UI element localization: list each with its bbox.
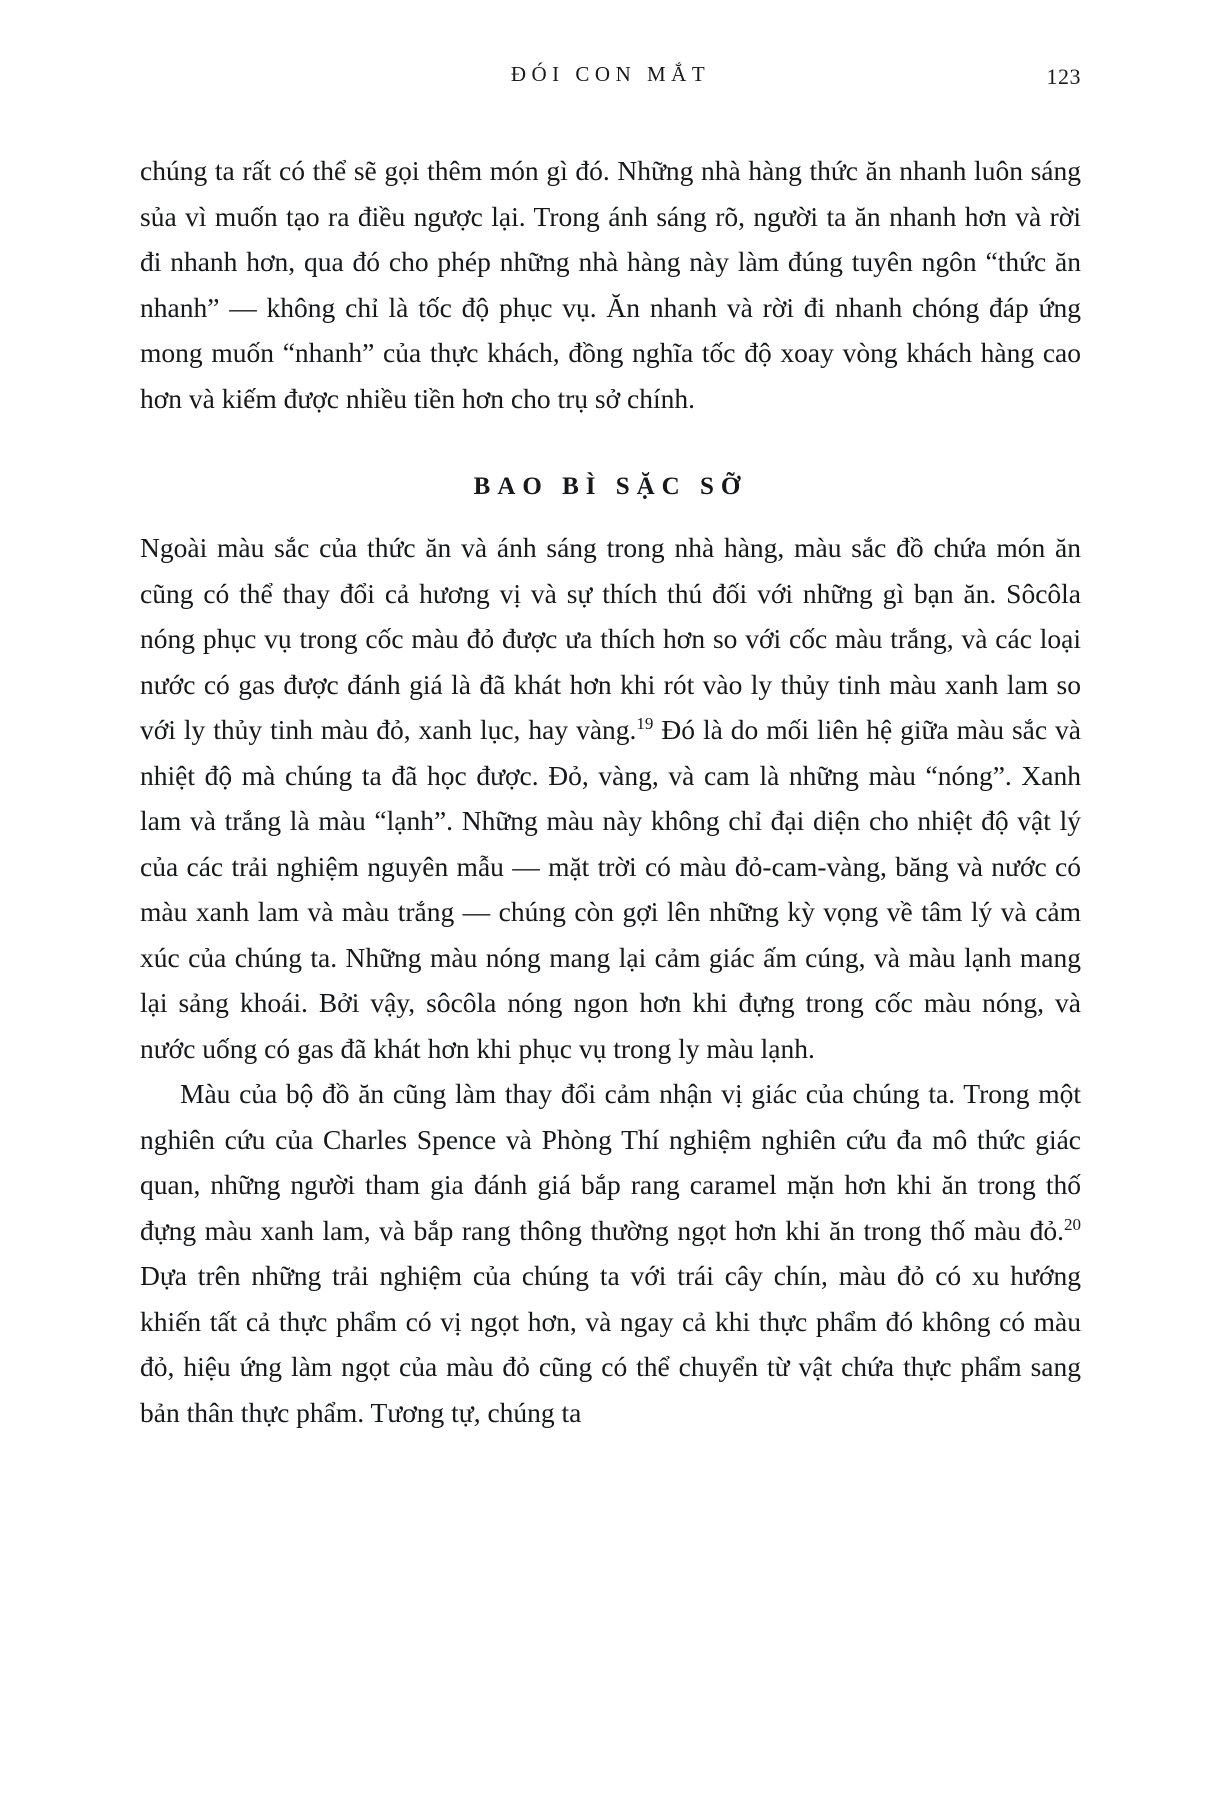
paragraph-3-text-a: Màu của bộ đồ ăn cũng làm thay đổi cảm nhận vị giác của chúng ta. Trong một nghiên cứu của Charles Spence và Phòng Thí nghiệm nghiên cứu đa mô thức giác quan, những người tham gia đánh giá bắp rang caramel mặn hơn khi ăn trong thố đựng màu xanh lam, và bắp rang thông thường ngọt hơn khi ăn trong thố màu đỏ.	[140, 1078, 1081, 1246]
paragraph-3-text-b: Dựa trên những trải nghiệm của chúng ta với trái cây chín, màu đỏ có xu hướng khiến tất cả thực phẩm có vị ngọt hơn, và ngay cả khi thực phẩm đó không có màu đỏ, hiệu ứng làm ngọt của màu đỏ cũng có thể chuyển từ vật chứa thực phẩm sang bản thân thực phẩm. Tương tự, chúng ta	[140, 1260, 1081, 1428]
footnote-marker-19: 19	[636, 713, 654, 733]
footnote-marker-20: 20	[1063, 1214, 1081, 1234]
running-head-title: ĐÓI CON MẮT	[510, 62, 711, 86]
paragraph-2-text-a: Ngoài màu sắc của thức ăn và ánh sáng trong nhà hàng, màu sắc đồ chứa món ăn cũng có thể thay đổi cả hương vị và sự thích thú đối với những gì bạn ăn. Sôcôla nóng phục vụ trong cốc màu đỏ được ưa thích hơn so với cốc màu trắng, và các loại nước có gas được đánh giá là đã khát hơn khi rót vào ly thủy tinh màu xanh lam so với ly thủy tinh màu đỏ, xanh lục, hay vàng.	[140, 532, 1081, 745]
running-head	[140, 62, 1081, 102]
page-number: 123	[1046, 64, 1081, 89]
paragraph-1: chúng ta rất có thể sẽ gọi thêm món gì đó. Những nhà hàng thức ăn nhanh luôn sáng sủa vì muốn tạo ra điều ngược lại. Trong ánh sáng rõ, người ta ăn nhanh hơn và rời đi nhanh hơn, qua đó cho phép những nhà hàng này làm đúng tuyên ngôn “thức ăn nhanh” — không chỉ là tốc độ phục vụ. Ăn nhanh và rời đi nhanh chóng đáp ứng mong muốn “nhanh” của thực khách, đồng nghĩa tốc độ xoay vòng khách hàng cao hơn và kiếm được nhiều tiền hơn cho trụ sở chính.	[140, 155, 1081, 414]
paragraph-2	[140, 525, 1081, 1071]
body-text	[140, 148, 1081, 1435]
paragraph-3	[140, 1071, 1081, 1435]
section-heading: BAO BÌ SẶC SỠ	[473, 473, 748, 500]
paragraph-2-text-b: Đó là do mối liên hệ giữa màu sắc và nhiệt độ mà chúng ta đã học được. Đỏ, vàng, và cam là những màu “nóng”. Xanh lam và trắng là màu “lạnh”. Những màu này không chỉ đại diện cho nhiệt độ vật lý của các trải nghiệm nguyên mẫu — mặt trời có màu đỏ-cam-vàng, băng và nước có màu xanh lam và màu trắng — chúng còn gợi lên những kỳ vọng về tâm lý và cảm xúc của chúng ta. Những màu nóng mang lại cảm giác ấm cúng, và màu lạnh mang lại sảng khoái. Bởi vậy, sôcôla nóng ngon hơn khi đựng trong cốc màu nóng, và nước uống có gas đã khát hơn khi phục vụ trong ly màu lạnh.	[140, 714, 1081, 1064]
